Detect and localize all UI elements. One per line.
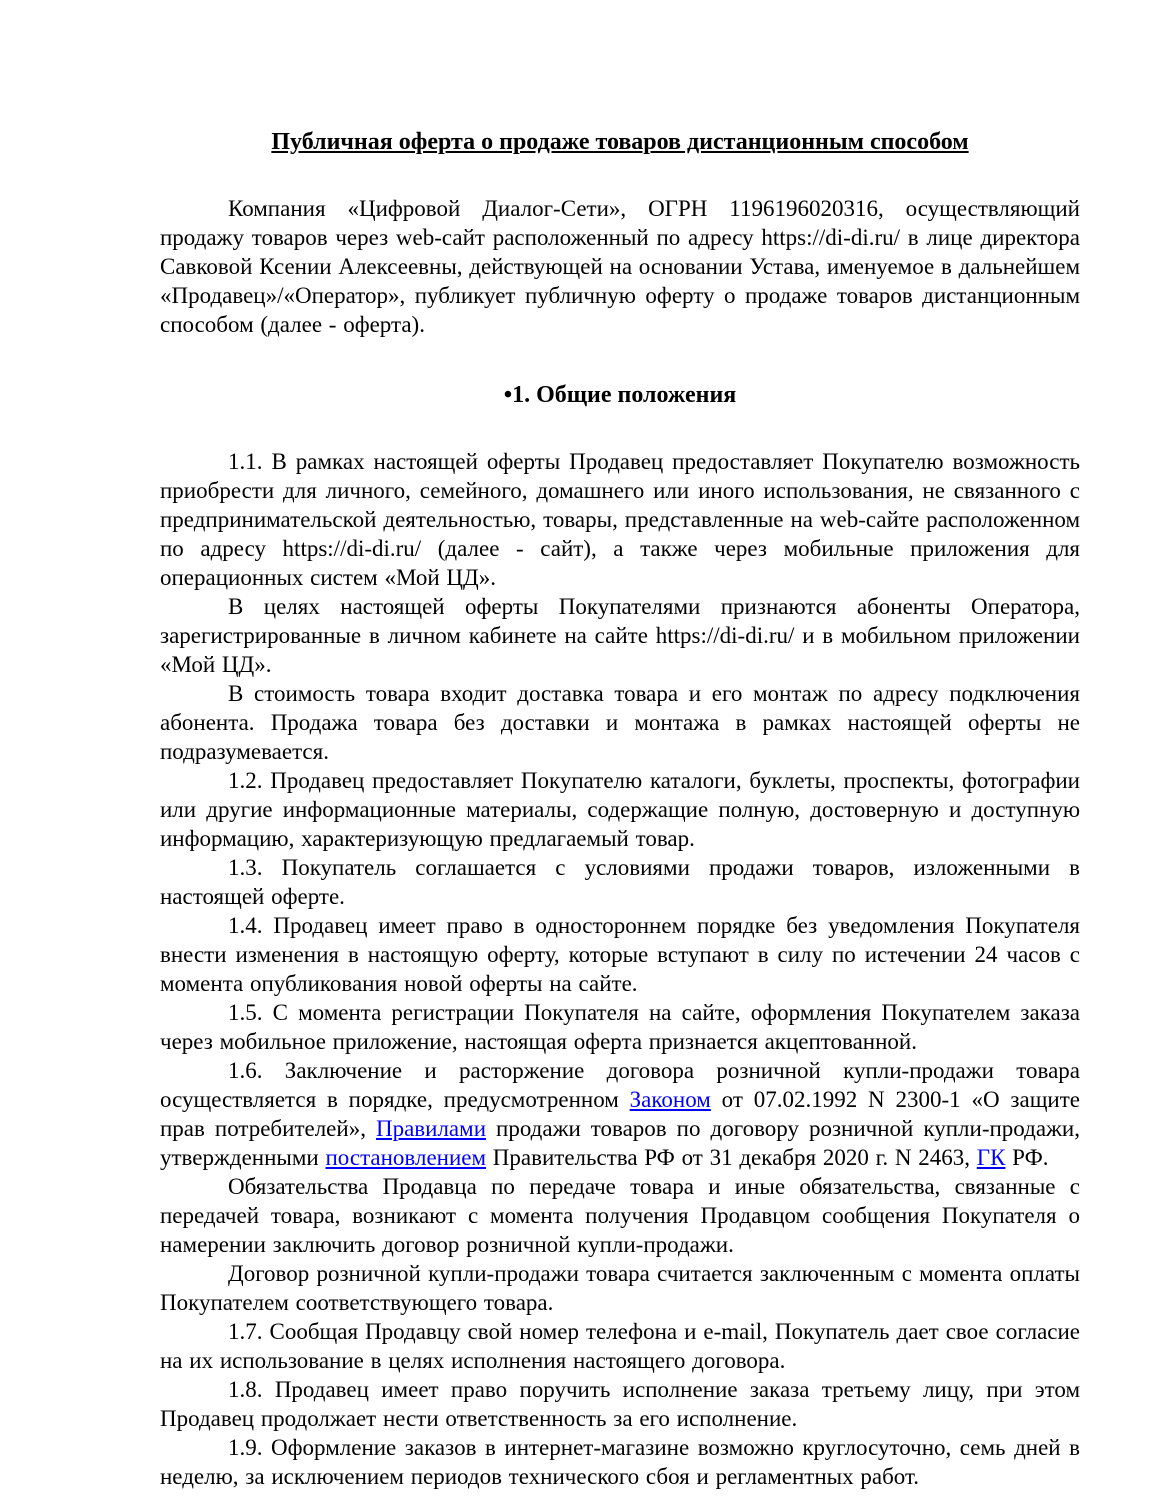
text-run: 1.4. Продавец имеет право в одностороннем порядке без уведомления Покупателя внести изменения в настоящую оферту, которые вступают в силу по истечении 24 часов с момента опубликования новой оферты на сайте. — [160, 913, 1080, 996]
section-heading — [160, 379, 1080, 411]
paragraph — [160, 592, 1080, 679]
paragraph — [160, 911, 1080, 998]
text-run: Правительства РФ от 31 декабря 2020 г. N 2463, — [486, 1145, 977, 1170]
text-run: 1.5. С момента регистрации Покупателя на сайте, оформления Покупателем заказа через мобильное приложение, настоящая оферта признается акцептованной. — [160, 1000, 1080, 1054]
paragraph — [160, 1056, 1080, 1172]
text-run: 1.8. Продавец имеет право поручить исполнение заказа третьему лицу, при этом Продавец продолжает нести ответственность за его исполнение. — [160, 1377, 1080, 1431]
text-run: РФ. — [1005, 1145, 1049, 1170]
civil-code-link[interactable]: ГК — [976, 1145, 1006, 1170]
text-run: 1.9. Оформление заказов в интернет-магазине возможно круглосуточно, семь дней в неделю, за исключением периодов технического сбоя и регламентных работ. — [160, 1435, 1080, 1489]
rules-link[interactable]: Правилами — [375, 1116, 487, 1141]
paragraph — [160, 194, 1080, 339]
text-run: 1.7. Сообщая Продавцу свой номер телефона и e-mail, Покупатель дает свое согласие на их использование в целях исполнения настоящего договора. — [160, 1319, 1080, 1373]
paragraph — [160, 998, 1080, 1056]
text-run: В стоимость товара входит доставка товара и его монтаж по адресу подключения абонента. Продажа товара без доставки и монтажа в рамках настоящей оферты не подразумевается. — [160, 681, 1080, 764]
paragraph — [160, 1259, 1080, 1317]
text-run: 1.2. Продавец предоставляет Покупателю каталоги, буклеты, проспекты, фотографии или другие информационные материалы, содержащие полную, достоверную и доступную информацию, характеризующую предлагаемый товар. — [160, 768, 1080, 851]
paragraph — [160, 447, 1080, 592]
text-run: Компания «Цифровой Диалог-Сети», ОГРН 1196196020316, осуществляющий продажу товаров через web-сайт расположенный по адресу https://di-di.ru/ в лице директора Савковой Ксении Алексеевны, действующей на основании Устава, именуемое в дальнейшем «Продавец»/«Оператор», публикует публичную оферту о продаже товаров дистанционным способом (далее - оферта). — [160, 196, 1080, 337]
paragraph — [160, 1317, 1080, 1375]
law-link[interactable]: Законом — [629, 1087, 711, 1112]
text-run: 1.6. Заключение и расторжение договора розничной купли-продажи товара осуществляется в порядке, предусмотренном — [160, 1058, 1080, 1112]
paragraph — [160, 766, 1080, 853]
text-run: В целях настоящей оферты Покупателями признаются абоненты Оператора, зарегистрированные в личном кабинете на сайте https://di-di.ru/ и в мобильном приложении «Мой ЦД». — [160, 594, 1080, 677]
decree-link[interactable]: постановлением — [325, 1145, 487, 1170]
paragraph — [160, 679, 1080, 766]
text-run: Обязательства Продавца по передаче товара и иные обязательства, связанные с передачей товара, возникают с момента получения Продавцом сообщения Покупателя о намерении заключить договор розничной купли-продажи. — [160, 1174, 1080, 1257]
paragraph — [160, 1375, 1080, 1433]
text-run: продажи товаров по договору розничной купли-продажи, утвержденными — [160, 1116, 1080, 1170]
paragraph — [160, 1172, 1080, 1259]
text-run: 1.3. Покупатель соглашается с условиями продажи товаров, изложенными в настоящей оферте. — [160, 855, 1080, 909]
text-run: от 07.02.1992 N 2300-1 «О защите прав потребителей», — [160, 1087, 1080, 1141]
section-heading-text: 1. Общие положения — [512, 382, 737, 408]
paragraph — [160, 853, 1080, 911]
list-bullet-icon: • — [503, 382, 513, 408]
paragraph — [160, 1433, 1080, 1491]
text-run: Договор розничной купли-продажи товара считается заключенным с момента оплаты Покупателем соответствующего товара. — [160, 1261, 1080, 1315]
text-run: 1.1. В рамках настоящей оферты Продавец предоставляет Покупателю возможность приобрести для личного, семейного, домашнего или иного использования, не связанного с предпринимательской деятельностью, товары, представленные на web-сайте расположенном по адресу https://di-di.ru/ (далее - сайт), а также через мобильные приложения для операционных систем «Мой ЦД». — [160, 449, 1080, 590]
document-title: Публичная оферта о продаже товаров дистанционным способом — [271, 129, 969, 155]
